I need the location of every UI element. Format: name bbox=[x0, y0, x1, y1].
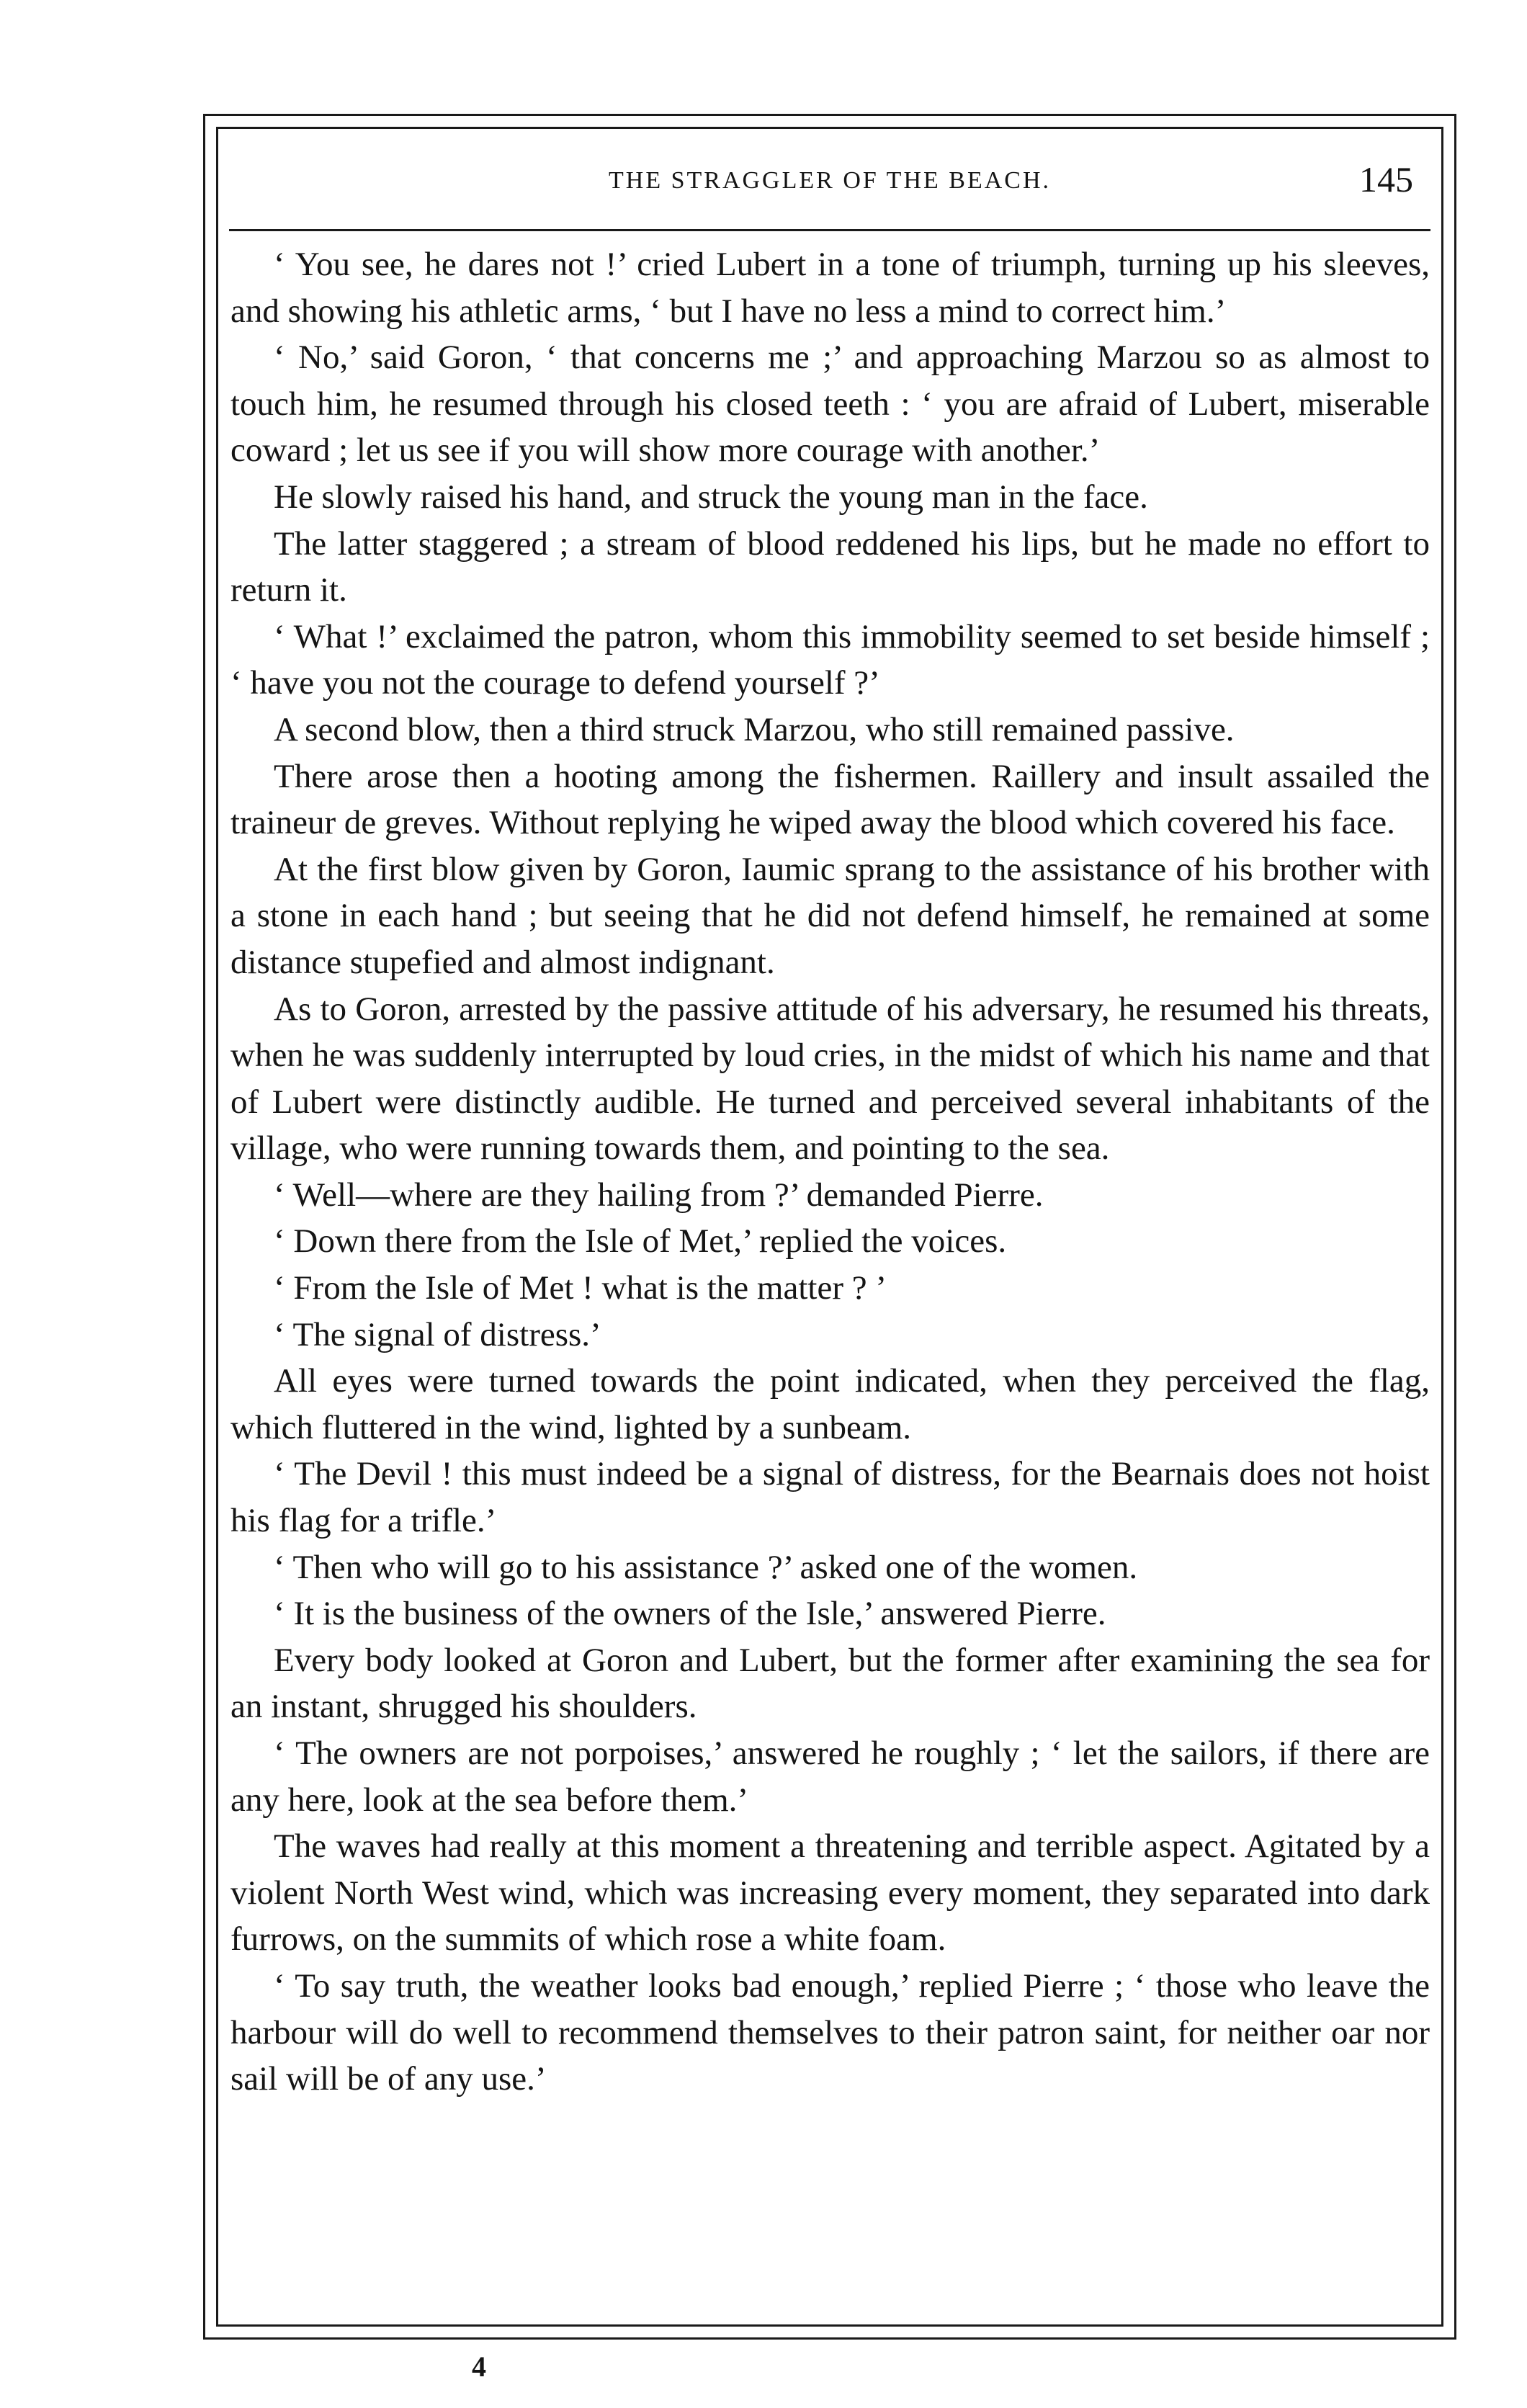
paragraph: A second blow, then a third struck Marzou, who still remained passive. bbox=[274, 710, 1235, 748]
paragraph: ‘ Well—where are they hailing from ?’ demanded Pierre. bbox=[274, 1176, 1044, 1214]
paragraph: ‘ To say truth, the weather looks bad enough,’ replied Pierre ; ‘ those who leave the harbour will do well to recommend themselves to their patron saint, for neither oar nor sail will be of any use.’ bbox=[230, 1966, 1430, 2098]
paragraph: ‘ Then who will go to his assistance ?’ asked one of the women. bbox=[274, 1548, 1138, 1586]
paragraph: As to Goron, arrested by the passive attitude of his adversary, he resumed his threats, when he was suddenly interrupted by loud cries, in the midst of which his name and that of Lubert were distinctly audible. He turned and perceived several inhabitants of the village, who were running towards them, and pointing to the sea. bbox=[230, 990, 1430, 1168]
paragraph: There arose then a hooting among the fishermen. Raillery and insult assailed the traineur de greves. Without replying he wiped away the blood which covered his face. bbox=[230, 757, 1430, 842]
paragraph: ‘ The signal of distress.’ bbox=[274, 1315, 601, 1353]
body-text bbox=[230, 241, 1430, 2103]
running-head: THE STRAGGLER OF THE BEACH. bbox=[609, 167, 1051, 194]
paragraph: ‘ The Devil ! this must indeed be a signal of distress, for the Bearnais does not hoist his flag for a trifle.’ bbox=[230, 1455, 1430, 1540]
page-header bbox=[229, 153, 1430, 218]
paragraph: At the first blow given by Goron, Iaumic sprang to the assistance of his brother with a stone in each hand ; but seeing that he did not defend himself, he remained at some distance stupefied and almost indignant. bbox=[230, 850, 1430, 981]
signature-mark: 4 bbox=[472, 2350, 486, 2383]
paragraph: ‘ You see, he dares not !’ cried Lubert in a tone of triumph, turning up his sleeves, and showing his athletic arms, ‘ but I have no less a mind to correct him.’ bbox=[230, 246, 1430, 330]
paragraph: The waves had really at this moment a threatening and terrible aspect. Agitated by a violent North West wind, which was increasing every moment, they separated into dark furrows, on the summits of which rose a white foam. bbox=[230, 1827, 1430, 1959]
paragraph: ‘ What !’ exclaimed the patron, whom this immobility seemed to set beside himself ; ‘ have you not the courage to defend yourself ?’ bbox=[230, 617, 1430, 702]
paragraph: The latter staggered ; a stream of blood reddened his lips, but he made no effort to return it. bbox=[230, 524, 1430, 609]
paragraph: ‘ The owners are not porpoises,’ answered he roughly ; ‘ let the sailors, if there are any here, look at the sea before them.’ bbox=[230, 1735, 1430, 1819]
paragraph: ‘ Down there from the Isle of Met,’ replied the voices. bbox=[274, 1222, 1007, 1261]
paragraph: All eyes were turned towards the point indicated, when they perceived the flag, which fluttered in the wind, lighted by a sunbeam. bbox=[230, 1362, 1430, 1446]
paragraph: ‘ No,’ said Goron, ‘ that concerns me ;’ and approaching Marzou so as almost to touch him, he resumed through his closed teeth : ‘ you are afraid of Lubert, miserable coward ; let us see if you will show more courage with another.’ bbox=[230, 339, 1430, 470]
page-number: 145 bbox=[1359, 159, 1413, 200]
header-rule bbox=[229, 229, 1430, 231]
paragraph: ‘ It is the business of the owners of the Isle,’ answered Pierre. bbox=[274, 1595, 1106, 1633]
paragraph: Every body looked at Goron and Lubert, but the former after examining the sea for an instant, shrugged his shoulders. bbox=[230, 1641, 1430, 1726]
paragraph: ‘ From the Isle of Met ! what is the matter ? ’ bbox=[274, 1269, 887, 1307]
paragraph: He slowly raised his hand, and struck the young man in the face. bbox=[274, 478, 1148, 516]
